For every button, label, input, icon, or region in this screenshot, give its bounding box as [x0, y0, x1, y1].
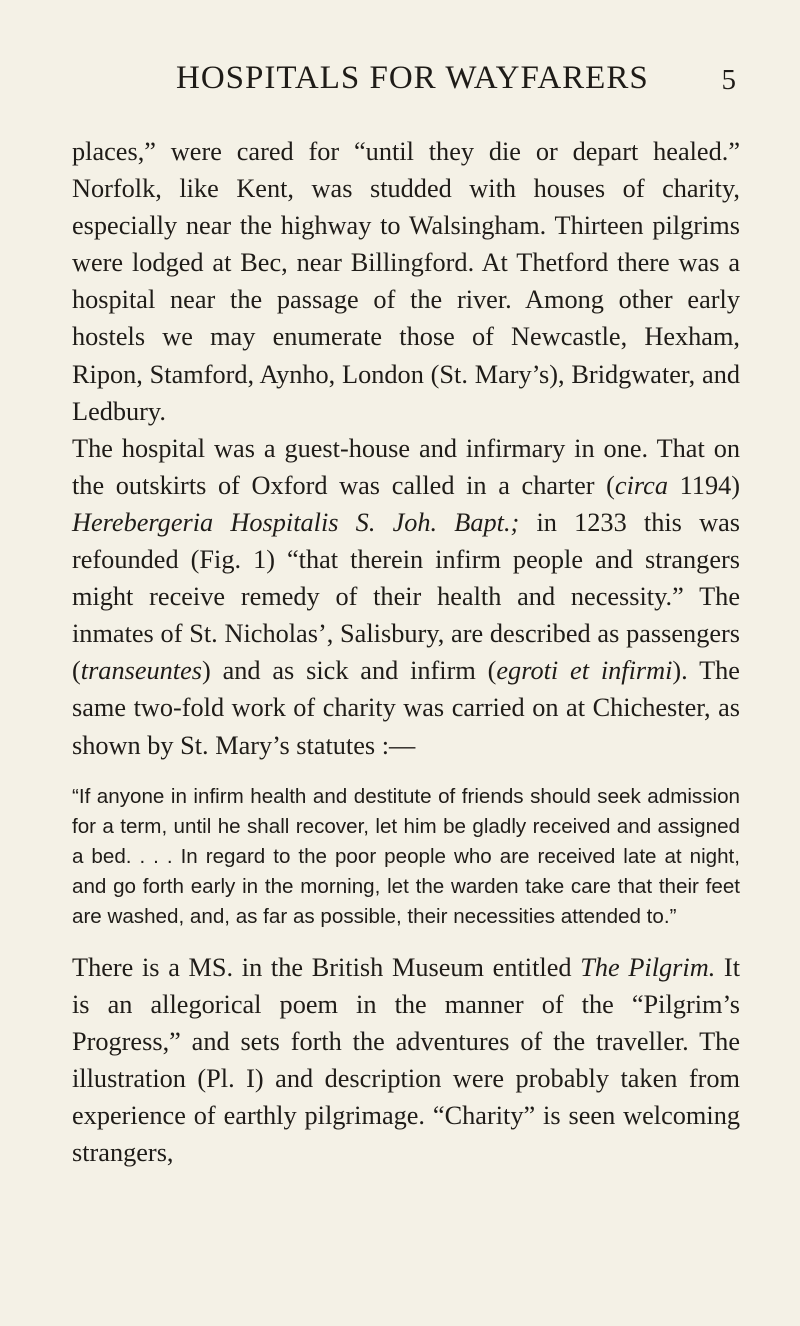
page-number: 5 — [721, 64, 736, 96]
statutes-quotation — [72, 782, 740, 933]
text-segment: ) and as sick and infirm ( — [202, 656, 497, 686]
paragraph-the-pilgrim-ms — [72, 949, 740, 1172]
text-segment: It is an allegorical poem in the manner of the “Pilgrim’s Progress,” and sets forth the adventures of the traveller. The illustration (Pl. I) and description were probably taken from experience of earthly pilgrimage. “Charity” is seen welcoming strangers, — [72, 952, 740, 1168]
title-the-pilgrim: The Pilgrim. — [580, 952, 716, 982]
text-segment: The hospital was a guest-house and infirmary in one. That on the outskirts of Oxford was called in a charter ( — [72, 433, 740, 500]
latin-term-circa: circa — [614, 470, 668, 500]
text-segment: There is a MS. in the British Museum entitled — [72, 952, 581, 982]
text-segment: 1194) — [667, 470, 741, 500]
latin-title-herebergeria: Herebergeria Hospitalis S. Joh. Bapt.; — [72, 507, 520, 537]
running-head — [72, 60, 740, 130]
text-segment: ). The same two-fold work of charity was carried on at Chichester, as shown by St. Mary’s statutes :— — [72, 656, 740, 760]
book-page — [0, 60, 800, 1326]
text-segment: in 1233 this was refounded (Fig. 1) “that therein infirm people and strangers might receive remedy of their health and necessity.” The inmates of St. Nicholas’, Salisbury, are described as passengers ( — [72, 507, 740, 686]
paragraph-hospital-guest-house — [72, 430, 740, 764]
running-head-title: HOSPITALS FOR WAYFARERS — [176, 60, 649, 96]
quotation-text: “If anyone in infirm health and destitute of friends should seek admission for a term, until he shall recover, let him be gladly received and assigned a bed. . . . In regard to the poor people who are received late at night, and go forth early in the morning, let the warden take care that their feet are washed, and, as far as possible, their necessities attended to.” — [72, 784, 740, 929]
latin-term-transeuntes: transeuntes — [80, 656, 203, 686]
latin-term-egroti-et-infirmi: egroti et infirmi — [496, 656, 673, 686]
paragraph-norfolk-hostels: places,” were cared for “until they die or depart healed.” Norfolk, like Kent, was studded with houses of charity, especially near the highway to Walsingham. Thirteen pilgrims were lodged at Bec, near Billingford. At Thetford there was a hospital near the passage of the river. Among other early hostels we may enumerate those of Newcastle, Hexham, Ripon, Stamford, Aynho, London (St. Mary’s), Bridgwater, and Ledbury. — [72, 137, 740, 426]
